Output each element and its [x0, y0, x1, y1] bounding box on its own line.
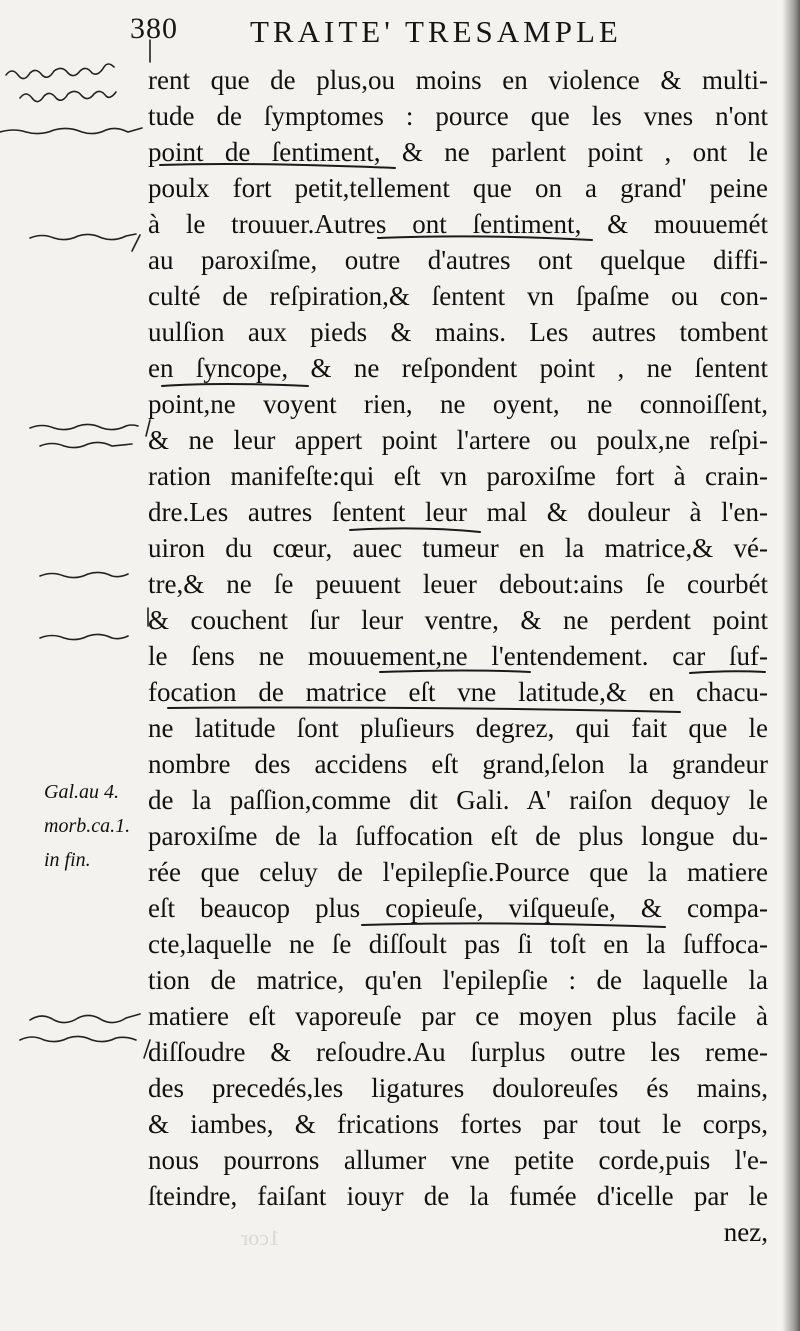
text-line: matiere eſt vaporeuſe par ce moyen plus facile à: [148, 1001, 768, 1031]
text-line: ration manifeſte:qui eſt vn paroxiſme fort à crain-: [148, 461, 768, 491]
text-line: tre,& ne ſe peuuent leuer debout:ains ſe courbét: [148, 569, 768, 599]
catchword: nez,: [723, 1217, 768, 1247]
show-through-text: 1cor: [240, 1225, 280, 1250]
handwriting-stroke: [132, 235, 140, 251]
page-header: [130, 8, 730, 58]
text-line: paroxiſme de la ſuffocation eſt de plus longue du-: [148, 821, 768, 851]
text-line: uiron du cœur, auec tumeur en la matrice,& vé-: [148, 533, 768, 563]
handwriting-stroke: [30, 424, 138, 429]
text-line: tude de ſymptomes : pource que les vnes n'ont: [148, 101, 768, 131]
handwriting-stroke: [20, 91, 116, 101]
text-line: de la paſſion,comme dit Gali. A' raiſon dequoy le: [148, 785, 768, 815]
text-line: à le trouuer.Autres ont ſentiment, & mouuemét: [148, 209, 768, 239]
margin-note-line: Gal.au 4.: [44, 781, 119, 803]
text-line: rent que de plus,ou moins en violence & multi-: [148, 65, 768, 95]
text-line: & ne leur appert point l'artere ou poulx,ne reſpi-: [148, 425, 768, 455]
text-line: & couchent ſur leur ventre, & ne perdent point: [148, 605, 768, 635]
text-line: des precedés,les ligatures douloreuſes és mains,: [148, 1073, 768, 1103]
text-line: focation de matrice eſt vne latitude,& en chacu-: [148, 677, 768, 707]
text-line: cte,laquelle ne ſe diſſoult pas ſi toſt en la ſuffoca-: [148, 929, 768, 959]
marginal-reference: [44, 775, 154, 877]
text-line: uulſion aux pieds & mains. Les autres tombent: [148, 317, 768, 347]
text-line: point,ne voyent rien, ne oyent, ne connoiſſent,: [148, 389, 768, 419]
text-line: eſt beaucop plus copieuſe, viſqueuſe, & compa-: [148, 893, 768, 923]
handwriting-stroke: [30, 1014, 140, 1023]
margin-note-line: morb.ca.1.: [44, 815, 131, 837]
text-line: dre.Les autres ſentent leur mal & douleur à l'en-: [148, 497, 768, 527]
text-line: diſſoudre & reſoudre.Au ſurplus outre les reme-: [148, 1037, 768, 1067]
text-line: tion de matrice, qu'en l'epilepſie : de laquelle la: [148, 965, 768, 995]
text-line: point de ſentiment, & ne parlent point , ont le: [148, 137, 768, 167]
handwriting-stroke: [30, 234, 136, 240]
handwriting-stroke: [20, 1036, 136, 1041]
handwriting-stroke: [0, 128, 142, 134]
running-title: TRAITE' TRESAMPLE: [250, 14, 622, 49]
text-line: culté de reſpiration,& ſentent vn ſpaſme ou con-: [148, 281, 768, 311]
handwriting-stroke: [6, 64, 114, 79]
text-line: le ſens ne mouuement,ne l'entendement. car ſuf-: [148, 641, 768, 671]
handwriting-stroke: [40, 572, 128, 577]
page-number: 380: [130, 12, 178, 45]
handwriting-stroke: [40, 634, 128, 639]
text-line: & iambes, & frications fortes par tout le corps,: [148, 1109, 768, 1139]
margin-note-line: in fin.: [44, 849, 91, 871]
text-line: au paroxiſme, outre d'autres ont quelque diffi-: [148, 245, 768, 275]
text-line: ſteindre, faiſant iouyr de la fumée d'icelle par le: [148, 1181, 768, 1211]
text-line: poulx fort petit,tellement que on a grand' peine: [148, 173, 768, 203]
text-line: en ſyncope, & ne reſpondent point , ne ſentent: [148, 353, 768, 383]
page-gutter-shadow: [782, 0, 800, 1331]
text-line: ne latitude ſont pluſieurs degrez, qui fait que le: [148, 713, 768, 743]
body-text: [148, 62, 768, 1250]
handwriting-stroke: [40, 442, 132, 447]
text-line: nous pourrons allumer vne petite corde,puis l'e-: [148, 1145, 768, 1175]
text-line: rée que celuy de l'epilepſie.Pource que la matiere: [148, 857, 768, 887]
text-line: nombre des accidens eſt grand,ſelon la grandeur: [148, 749, 768, 779]
